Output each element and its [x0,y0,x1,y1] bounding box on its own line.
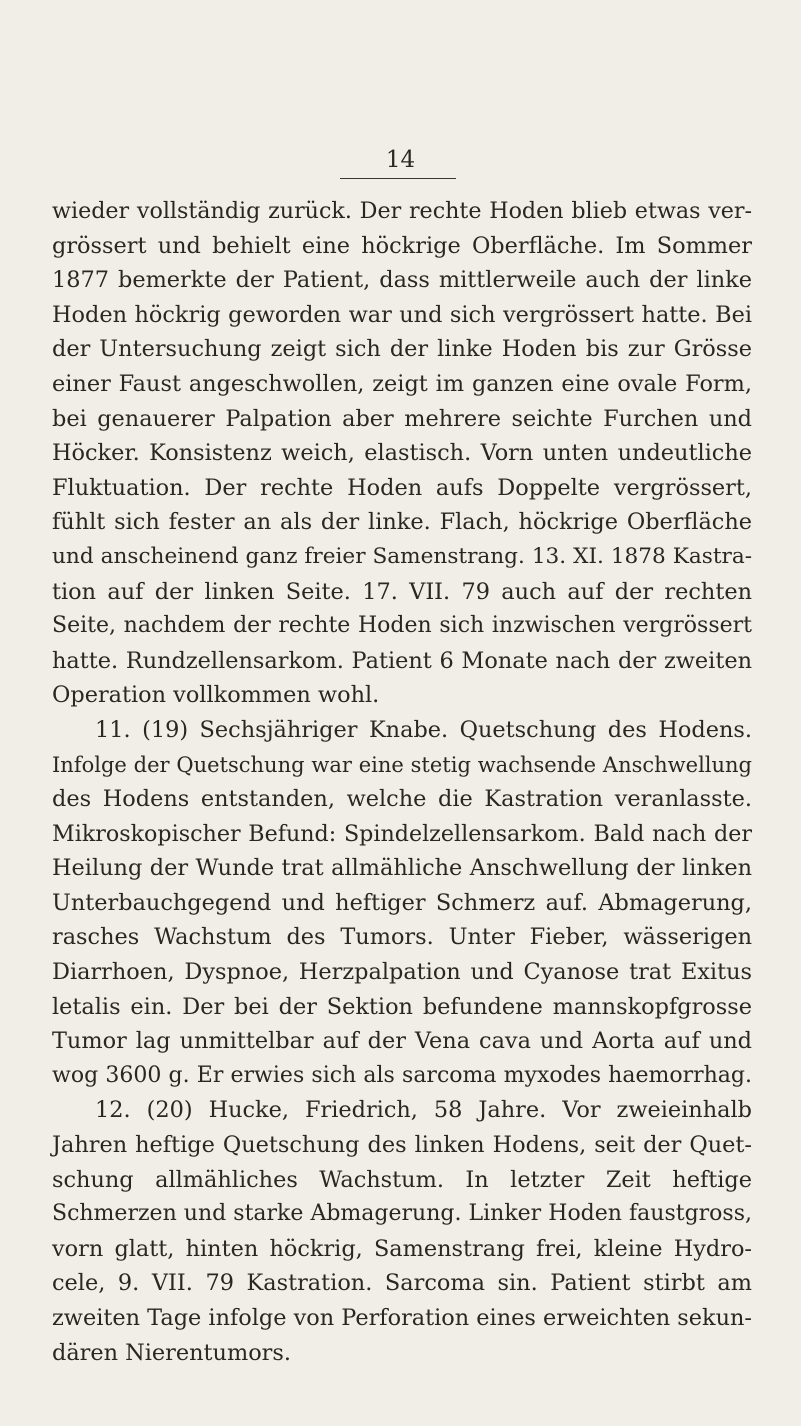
text-line: Schmerzen und starke Abmagerung. Linker Hoden faustgross, [52,1201,752,1227]
text-line: Mikroskopischer Befund: Spindelzellensarkom. Bald nach der [52,820,752,847]
text-line: fühlt sich fester an als der linke. Flach, höckrige Oberfläche [52,509,752,536]
text-line: Hoden höckrig geworden war und sich vergrössert hatte. Bei [52,301,752,328]
text-line: zweiten Tage infolge von Perforation eines erweichten sekun- [52,1305,752,1331]
text-line: letalis ein. Der bei der Sektion befundene mannskopfgrosse [52,993,752,1020]
text-line: Seite, nachdem der rechte Hoden sich inzwischen vergrössert [52,613,752,639]
text-line: grössert und behielt eine höckrige Oberfläche. Im Sommer [52,232,752,259]
page-number: 14 [385,147,416,173]
text-line: der Untersuchung zeigt sich der linke Hoden bis zur Grösse [52,336,752,363]
text-line: Operation vollkommen wohl. [52,682,380,709]
text-line: tion auf der linken Seite. 17. VII. 79 auch auf der rechten [52,578,752,605]
text-line: 11. (19) Sechsjähriger Knabe. Quetschung des Hodens. [95,716,752,743]
text-line: Jahren heftige Quetschung des linken Hodens, seit der Quet- [52,1132,752,1159]
text-line: wog 3600 g. Er erwies sich als sarcoma myxodes haemorrhag. [52,1062,752,1088]
text-line: wieder vollständig zurück. Der rechte Hoden blieb etwas ver- [52,198,752,224]
text-line: Unterbauchgegend und heftiger Schmerz auf. Abmagerung, [52,889,752,916]
text-line: Höcker. Konsistenz weich, elastisch. Vorn unten undeutliche [52,440,752,467]
body-text [52,194,752,1370]
text-line: hatte. Rundzellensarkom. Patient 6 Monate nach der zweiten [52,647,752,674]
text-line: schung allmähliches Wachstum. In letzter Zeit heftige [52,1166,752,1193]
text-line: 1877 bemerkte der Patient, dass mittlerweile auch der linke [52,267,752,294]
text-line: Tumor lag unmittelbar auf der Vena cava und Aorta auf und [52,1028,752,1055]
text-line: Diarrhoen, Dyspnoe, Herzpalpation und Cyanose trat Exitus [52,959,752,986]
text-line: einer Faust angeschwollen, zeigt im ganzen eine ovale Form, [52,370,752,397]
text-line: dären Nierentumors. [52,1339,291,1366]
text-line: vorn glatt, hinten höckrig, Samenstrang frei, kleine Hydro- [52,1235,752,1262]
text-line: und anscheinend ganz freier Samenstrang. 13. XI. 1878 Kastra- [52,543,752,569]
text-line: des Hodens entstanden, welche die Kastration veranlasste. [52,786,752,813]
page-number-rule [340,178,456,179]
text-line: Infolge der Quetschung war eine stetig wachsende Anschwellung [52,752,752,777]
text-line: Fluktuation. Der rechte Hoden aufs Doppelte vergrössert, [52,474,752,501]
text-line: rasches Wachstum des Tumors. Unter Fieber, wässerigen [52,924,752,951]
text-line: 12. (20) Hucke, Friedrich, 58 Jahre. Vor zweieinhalb [95,1097,752,1124]
text-line: cele, 9. VII. 79 Kastration. Sarcoma sin. Patient stirbt am [52,1270,752,1297]
text-line: bei genauerer Palpation aber mehrere seichte Furchen und [52,405,752,432]
text-line: Heilung der Wunde trat allmähliche Anschwellung der linken [52,855,752,882]
